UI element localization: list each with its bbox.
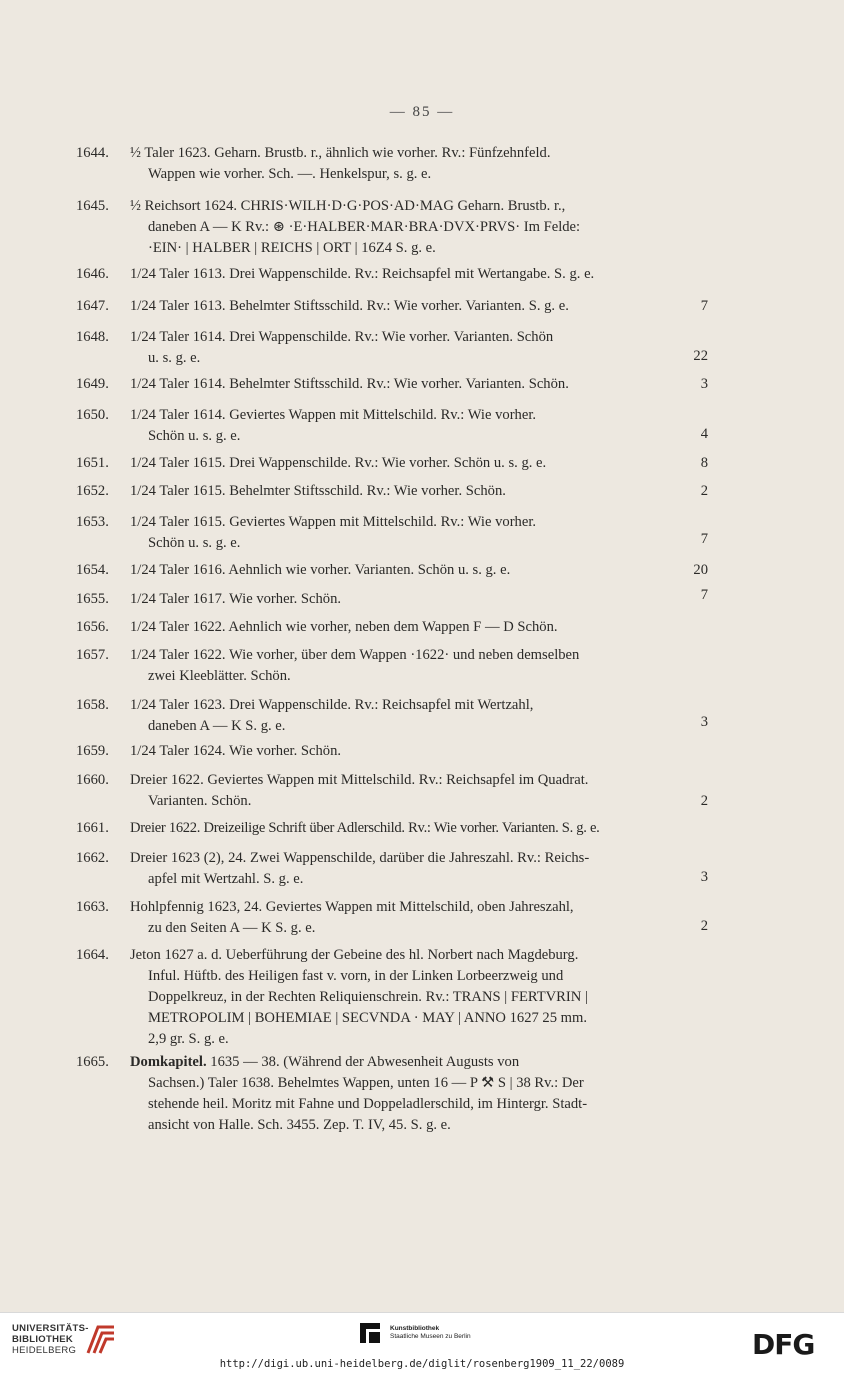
entry-number: 1656. [76, 619, 109, 635]
entry-line: METROPOLIM | BOHEMIAE | SECVNDA · MAY | ANNO 1627 25 mm. [148, 1010, 588, 1026]
entry-line: daneben A — K S. g. e. [148, 718, 286, 734]
entry-line: 1/24 Taler 1615. Geviertes Wappen mit Mittelschild. Rv.: Wie vorher. [130, 514, 537, 530]
entry-line: Dreier 1622. Dreizeilige Schrift über Adlerschild. Rv.: Wie vorher. Varianten. S. g. e. [130, 820, 600, 836]
entry-line: 1/24 Taler 1614. Drei Wappenschilde. Rv.: Wie vorher. Varianten. Schön [130, 329, 554, 345]
entry-price: 7 [700, 298, 708, 314]
entry-line: 1/24 Taler 1615. Drei Wappenschilde. Rv.: Wie vorher. Schön u. s. g. e. [130, 455, 547, 471]
entry-line: daneben A — K Rv.: ⊛ ·E·HALBER·MAR·BRA·DVX·PRVS· Im Felde: [148, 219, 581, 235]
entry-price: 7 [700, 587, 708, 603]
entry-line: Dreier 1622. Geviertes Wappen mit Mittelschild. Rv.: Reichsapfel im Quadrat. [130, 772, 589, 788]
entry-number: 1661. [76, 820, 109, 836]
entry-line: apfel mit Wertzahl. S. g. e. [148, 871, 304, 887]
ub-line-1: UNIVERSITÄTS- [12, 1323, 89, 1334]
entry-number: 1648. [76, 329, 109, 345]
entry-number: 1651. [76, 455, 109, 471]
ub-line-3: HEIDELBERG [12, 1345, 77, 1356]
entry-line: 1/24 Taler 1616. Aehnlich wie vorher. Varianten. Schön u. s. g. e. [130, 562, 511, 578]
footer-bar [0, 1312, 844, 1375]
entry-line: ansicht von Halle. Sch. 3455. Zep. T. IV, 45. S. g. e. [148, 1117, 451, 1133]
entry-price: 2 [700, 483, 708, 499]
kunstbibliothek-text [390, 1325, 471, 1341]
dfg-logo[interactable]: DFG [752, 1328, 815, 1361]
source-url[interactable]: http://digi.ub.uni-heidelberg.de/diglit/rosenberg1909_11_22/0089 [219, 1358, 625, 1370]
entry-line: 1/24 Taler 1614. Geviertes Wappen mit Mittelschild. Rv.: Wie vorher. [130, 407, 537, 423]
entry-line: zwei Kleeblätter. Schön. [148, 668, 291, 684]
entry-line: ½ Reichsort 1624. CHRIS·WILH·D·G·POS·AD·MAG Geharn. Brustb. r., [130, 198, 566, 214]
entry-number: 1655. [76, 591, 109, 607]
entry-line-text: 1635 — 38. (Während der Abwesenheit Augusts von [210, 1054, 520, 1070]
entry-price: 8 [700, 455, 708, 471]
page-number: — 85 — [389, 104, 455, 120]
entry-number: 1659. [76, 743, 109, 759]
entry-number: 1658. [76, 697, 109, 713]
entry-line: zu den Seiten A — K S. g. e. [148, 920, 316, 936]
entry-price: 7 [700, 531, 708, 547]
entry-number: 1657. [76, 647, 109, 663]
entry-number: 1654. [76, 562, 109, 578]
entry-price: 2 [700, 918, 708, 934]
entry-line: Jeton 1627 a. d. Ueberführung der Gebeine des hl. Norbert nach Magdeburg. [130, 947, 579, 963]
entry-line [130, 1052, 519, 1073]
entry-line: 1/24 Taler 1624. Wie vorher. Schön. [130, 743, 342, 759]
entry-line: Varianten. Schön. [148, 793, 252, 809]
ub-line-2: BIBLIOTHEK [12, 1334, 74, 1345]
entry-number: 1665. [76, 1054, 109, 1070]
entry-price: 20 [693, 562, 708, 578]
entry-line: 1/24 Taler 1623. Drei Wappenschilde. Rv.: Reichsapfel mit Wertzahl, [130, 697, 534, 713]
entry-number: 1650. [76, 407, 109, 423]
entry-price: 3 [700, 376, 708, 392]
entry-number: 1660. [76, 772, 109, 788]
entry-line: ½ Taler 1623. Geharn. Brustb. r., ähnlich wie vorher. Rv.: Fünfzehnfeld. [130, 145, 551, 161]
entry-line: 1/24 Taler 1613. Behelmter Stiftsschild. Rv.: Wie vorher. Varianten. S. g. e. [130, 298, 569, 314]
entry-line: Wappen wie vorher. Sch. —. Henkelspur, s. g. e. [148, 166, 432, 182]
entry-line: u. s. g. e. [148, 350, 201, 366]
entry-number: 1646. [76, 266, 109, 282]
entry-price: 3 [700, 869, 708, 885]
entry-number: 1652. [76, 483, 109, 499]
entry-number: 1644. [76, 145, 109, 161]
kunstbibliothek-logo[interactable] [360, 1321, 510, 1351]
entry-line: Dreier 1623 (2), 24. Zwei Wappenschilde, darüber die Jahreszahl. Rv.: Reichs- [130, 850, 590, 866]
entry-line: 1/24 Taler 1613. Drei Wappenschilde. Rv.: Reichsapfel mit Wertangabe. S. g. e. [130, 266, 595, 282]
entry-line: stehende heil. Moritz mit Fahne und Doppeladlerschild, im Hintergr. Stadt- [148, 1096, 588, 1112]
entry-number: 1653. [76, 514, 109, 530]
entry-line: 1/24 Taler 1622. Wie vorher, über dem Wappen ·1622· und neben demselben [130, 647, 580, 663]
entry-number: 1663. [76, 899, 109, 915]
kb-line-1: Kunstbibliothek [390, 1325, 440, 1332]
entry-price: 4 [700, 426, 708, 442]
entry-line: Hohlpfennig 1623, 24. Geviertes Wappen mit Mittelschild, oben Jahreszahl, [130, 899, 574, 915]
entry-number: 1664. [76, 947, 109, 963]
entry-line: 2,9 gr. S. g. e. [148, 1031, 229, 1047]
ub-emblem-icon [84, 1323, 118, 1359]
entry-line: 1/24 Taler 1622. Aehnlich wie vorher, neben dem Wappen F — D Schön. [130, 619, 558, 635]
entry-price: 3 [700, 714, 708, 730]
entry-line: Sachsen.) Taler 1638. Behelmtes Wappen, unten 16 — P ⚒ S | 38 Rv.: Der [148, 1075, 584, 1091]
entry-line: Schön u. s. g. e. [148, 535, 241, 551]
entry-price: 2 [700, 793, 708, 809]
entry-number: 1662. [76, 850, 109, 866]
entry-line: Doppelkreuz, in der Rechten Reliquienschrein. Rv.: TRANS | FERTVRIN | [148, 989, 588, 1005]
entry-price: 22 [693, 348, 708, 364]
section-heading: Domkapitel. [130, 1054, 207, 1070]
entry-number: 1645. [76, 198, 109, 214]
entry-line: 1/24 Taler 1617. Wie vorher. Schön. [130, 591, 342, 607]
entry-line: 1/24 Taler 1615. Behelmter Stiftsschild. Rv.: Wie vorher. Schön. [130, 483, 506, 499]
kb-line-2: Staatliche Museen zu Berlin [390, 1333, 471, 1340]
entry-line: Inful. Hüftb. des Heiligen fast v. vorn, in der Linken Lorbeerzweig und [148, 968, 564, 984]
kunstbibliothek-emblem-icon [360, 1323, 380, 1343]
entry-line: 1/24 Taler 1614. Behelmter Stiftsschild. Rv.: Wie vorher. Varianten. Schön. [130, 376, 569, 392]
entry-number: 1647. [76, 298, 109, 314]
entry-line: ·EIN· | HALBER | REICHS | ORT | 16Z4 S. g. e. [148, 240, 436, 256]
entry-line: Schön u. s. g. e. [148, 428, 241, 444]
entry-number: 1649. [76, 376, 109, 392]
